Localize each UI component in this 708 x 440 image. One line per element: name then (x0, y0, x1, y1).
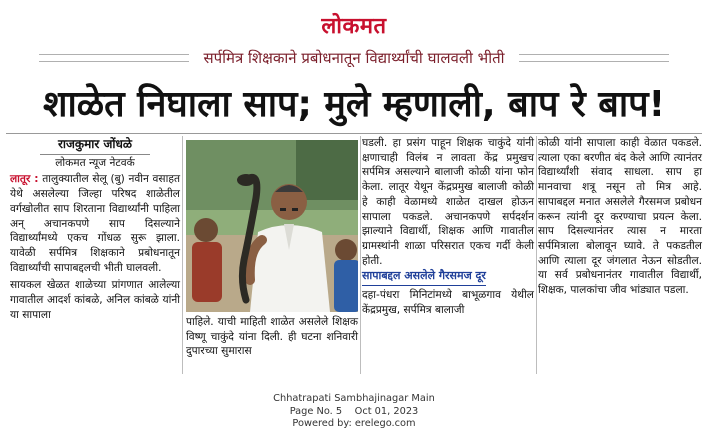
article-paragraph: घडली. हा प्रसंग पाहून शिक्षक चाकुंदे यांनी क्षणाचाही विलंब न लावता केंद्र प्रमुखच सर्पमित्र असल्याने बालाजी कोळी यांना फोन केला. लातूर येथून केंद्रप्रमुख बालाजी कोळी हे काही वेळामध्ये शाळेत दाखल होऊन सापाला पकडले. अचानकपणे सर्पदर्शन झाल्याने विद्यार्थी, शिक्षक आणि गावातील ग्रामस्थांनी शाळा परिसरात एकच गर्दी केली होती. (362, 137, 534, 267)
byline-divider (40, 154, 150, 155)
article-column-1 (10, 136, 180, 322)
article-paragraph: सायकल खेळत शाळेच्या प्रांगणात आलेल्या गावातील आदर्श कांबळे, अनिल कांबळे यांनी या सापाला (10, 279, 180, 321)
byline-agency: लोकमत न्यूज नेटवर्क (55, 156, 135, 169)
article-text: तालुक्यातील सेलू (बु) नवीन वसाहत येथे असलेल्या जिल्हा परिषद शाळेतील वर्गखोलीत साप शिरताना विद्यार्थ्यांनी पाहिला अन् अचानकपणे साप दिसल्याने विद्यार्थ्यांमध्ये एकच गोंधळ सुरू झाला. यावेळी सर्पमित्र शिक्षकाने प्रबोधनातून विद्यार्थ्यांची सापाबद्दलची भीती घालवली. (10, 173, 180, 274)
byline-author: राजकुमार जोंधळे (57, 137, 133, 151)
column-divider (360, 136, 361, 374)
subheadline-left-rule (39, 54, 189, 62)
article-column-2 (186, 315, 358, 359)
article-column-3 (362, 136, 534, 317)
teacher-holding-snake-icon (186, 140, 358, 312)
footer-page-date: Page No. 5 Oct 01, 2023 (289, 405, 419, 417)
article-column-4 (538, 136, 702, 298)
column-divider (536, 136, 537, 374)
footer-edition: Chhatrapati Sambhajinagar Main (273, 393, 435, 404)
article-paragraph: पाहिले. याची माहिती शाळेत असलेले शिक्षक विष्णू चाकुंदे यांना दिली. ही घटना शनिवारी दुपारच्या सुमारास (186, 316, 358, 358)
footer-powered-by: Powered by: erelego.com (292, 418, 416, 429)
subheadline-right-rule (519, 54, 669, 62)
article-paragraph: दहा-पंधरा मिनिटांमध्ये बाभूळगाव येथील केंद्रप्रमुख, सर्पमित्र बालाजी (362, 289, 534, 316)
page-footer (0, 393, 708, 431)
article-paragraph (10, 172, 180, 275)
column-divider (182, 136, 183, 374)
masthead-logo: लोकमत (321, 14, 387, 39)
article-paragraph: कोळी यांनी सापाला काही वेळात पकडले. त्याला एका बरणीत बंद केले आणि त्यानंतर विद्यार्थ्यांशी संवाद साधला. साप हा मानवाचा शत्रू नसून तो मित्र आहे. सापाबद्दल मनात असलेले गैरसमज प्रबोधन करून त्यांनी दूर करण्याचा प्रयत्न केला. साप दिसल्यानंतर त्यास न मारता सर्पमित्राला बोलावून घ्यावे. ते पकडतील आणि त्याला दूर जंगलात नेऊन सोडतील. या सर्व प्रबोधनानंतर गावातील विद्यार्थी, शिक्षक, पालकांचा जीव भांड्यात पडला. (538, 137, 702, 297)
subheadline-banner (0, 43, 708, 73)
dateline: लातूर : (10, 173, 39, 186)
article-subheading: सापाबद्दल असलेले गैरसमज दूर (362, 269, 486, 286)
news-photo (186, 140, 358, 312)
headline: शाळेत निघाला साप; मुले म्हणाली, बाप रे बाप! (42, 84, 666, 125)
headline-divider (6, 133, 702, 134)
subheadline: सर्पमित्र शिक्षकाने प्रबोधनातून विद्यार्थ्यांची घालवली भीती (203, 49, 505, 67)
